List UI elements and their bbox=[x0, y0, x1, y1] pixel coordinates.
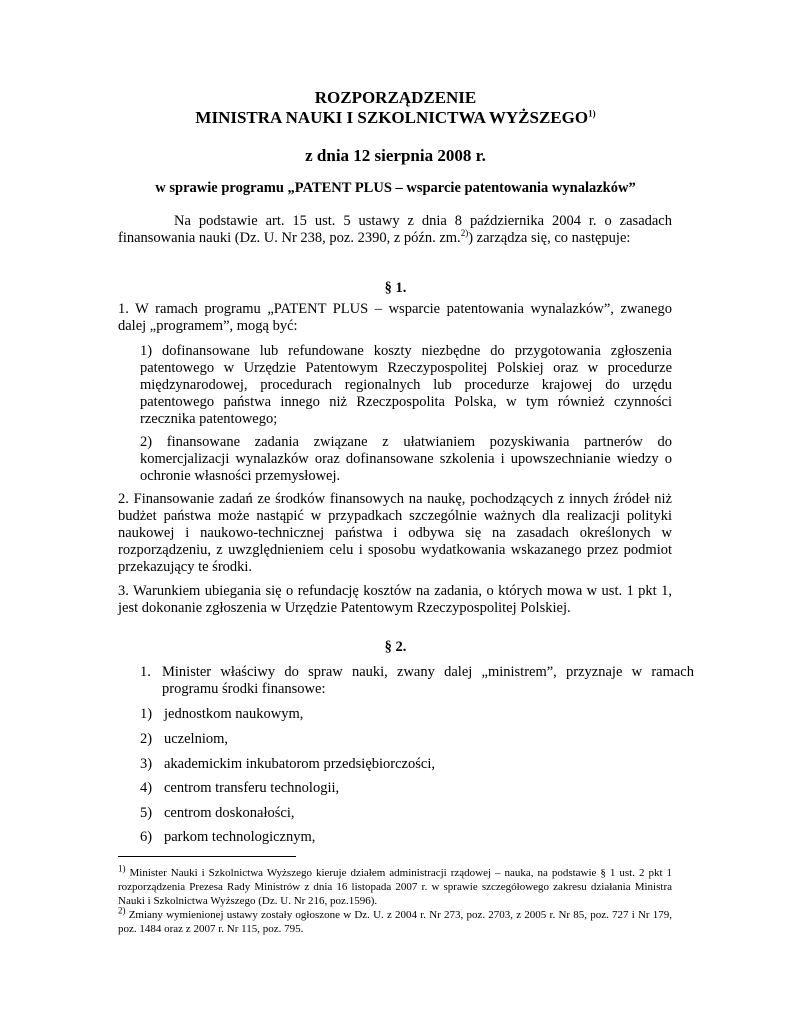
list-item bbox=[140, 805, 680, 822]
list-item-number: 1) bbox=[140, 706, 153, 722]
preamble bbox=[118, 213, 672, 247]
document-title-line1: ROZPORZĄDZENIE bbox=[314, 88, 477, 107]
section-1-item-1: 1) dofinansowane lub refundowane koszty niezbędne do przygotowania zgłoszenia patentowego w Urzędzie Patentowym Rzeczypospolitej Polskiej oraz w procedurze międzynarodowej, procedurach regionalnych lub procedurze krajowej do urzędu patentowego państwa innego niż Rzeczpospolita Polska, w tym również czynności rzecznika patentowego; bbox=[140, 343, 672, 427]
list-item-text: parkom technologicznym, bbox=[164, 829, 316, 845]
document-subject: w sprawie programu „PATENT PLUS – wsparcie patentowania wynalazków” bbox=[155, 180, 636, 196]
section-1-paragraph-2: 2. Finansowanie zadań ze środków finansowych na naukę, pochodzących z innych źródeł niż budżet państwa może nastąpić w przypadkach szczególnie ważnych dla realizacji polityki naukowej i naukowo-technicznej państwa i odbywa się na zasadach określonych w rozporządzeniu, z uwzględnieniem celu i sposobu wydatkowania wskazanego przez podmiot przekazujący te środki. bbox=[118, 491, 672, 575]
list-item bbox=[140, 756, 680, 773]
list-item-text: jednostkom naukowym, bbox=[164, 706, 304, 722]
footnote-separator bbox=[118, 856, 296, 857]
section-2-paragraph-1-text: Minister właściwy do spraw nauki, zwany dalej „ministrem”, przyznaje w ramach programu środki finansowe: bbox=[162, 664, 694, 697]
section-1-paragraph-1: 1. W ramach programu „PATENT PLUS – wsparcie patentowania wynalazków”, zwanego dalej „programem”, mogą być: bbox=[118, 301, 672, 334]
section-1-paragraph-3: 3. Warunkiem ubiegania się o refundację kosztów na zadania, o których mowa w ust. 1 pkt 1, jest dokonanie zgłoszenia w Urzędzie Patentowym Rzeczypospolitej Polskiej. bbox=[118, 583, 672, 616]
footnote-ref-1: 1) bbox=[588, 108, 596, 119]
list-item-text: centrom transferu technologii, bbox=[164, 780, 340, 796]
list-item-number: 2) bbox=[140, 731, 153, 747]
footnote-2 bbox=[118, 905, 672, 936]
list-item bbox=[140, 731, 680, 748]
preamble-text: Na podstawie art. 15 ust. 5 ustawy z dnia 8 października 2004 r. o zasadach finansowania nauki (Dz. U. Nr 238, poz. 2390, z późn. zm. bbox=[118, 213, 672, 246]
document-title-line2 bbox=[0, 108, 791, 128]
list-item-number: 4) bbox=[140, 780, 153, 796]
section-1-heading: § 1. bbox=[384, 280, 407, 296]
preamble-text-end: ) zarządza się, co następuje: bbox=[468, 230, 631, 246]
list-item-number: 6) bbox=[140, 829, 153, 845]
footnote-2-marker: 2) bbox=[118, 905, 126, 916]
document-title-line2-text: MINISTRA NAUKI I SZKOLNICTWA WYŻSZEGO bbox=[195, 108, 589, 127]
section-2-heading: § 2. bbox=[384, 639, 407, 655]
list-item-text: uczelniom, bbox=[164, 731, 229, 747]
list-item-text: akademickim inkubatorom przedsiębiorczości, bbox=[164, 756, 435, 772]
list-item bbox=[140, 780, 680, 797]
section-2-paragraph-1 bbox=[140, 664, 694, 698]
footnote-2-text: Zmiany wymienionej ustawy zostały ogłoszone w Dz. U. z 2004 r. Nr 273, poz. 2703, z 2005 r. Nr 85, poz. 727 i Nr 179, poz. 1484 oraz z 2007 r. Nr 115, poz. 795. bbox=[118, 909, 672, 935]
document-date: z dnia 12 sierpnia 2008 r. bbox=[305, 146, 486, 165]
footnote-ref-2: 2) bbox=[460, 228, 469, 239]
footnote-1-marker: 1) bbox=[118, 863, 126, 874]
list-item-number: 5) bbox=[140, 805, 153, 821]
list-item-number: 3) bbox=[140, 756, 153, 772]
section-2-paragraph-1-number: 1. bbox=[140, 664, 151, 680]
footnote-1 bbox=[118, 863, 672, 908]
section-1-item-2: 2) finansowane zadania związane z ułatwianiem pozyskiwania partnerów do komercjalizacji wynalazków oraz dofinansowane szkolenia i upowszechnianie wiedzy o ochronie własności przemysłowej. bbox=[140, 434, 672, 484]
footnote-1-text: Minister Nauki i Szkolnictwa Wyższego kieruje działem administracji rządowej – nauka, na podstawie § 1 ust. 2 pkt 1 rozporządzenia Prezesa Rady Ministrów z dnia 16 listopada 2007 r. w sprawie szczegółowego zakresu działania Ministra Nauki i Szkolnictwa Wyższego (Dz. U. Nr 216, poz.1596). bbox=[118, 867, 672, 907]
list-item bbox=[140, 706, 680, 723]
list-item bbox=[140, 829, 680, 846]
list-item-text: centrom doskonałości, bbox=[164, 805, 295, 821]
